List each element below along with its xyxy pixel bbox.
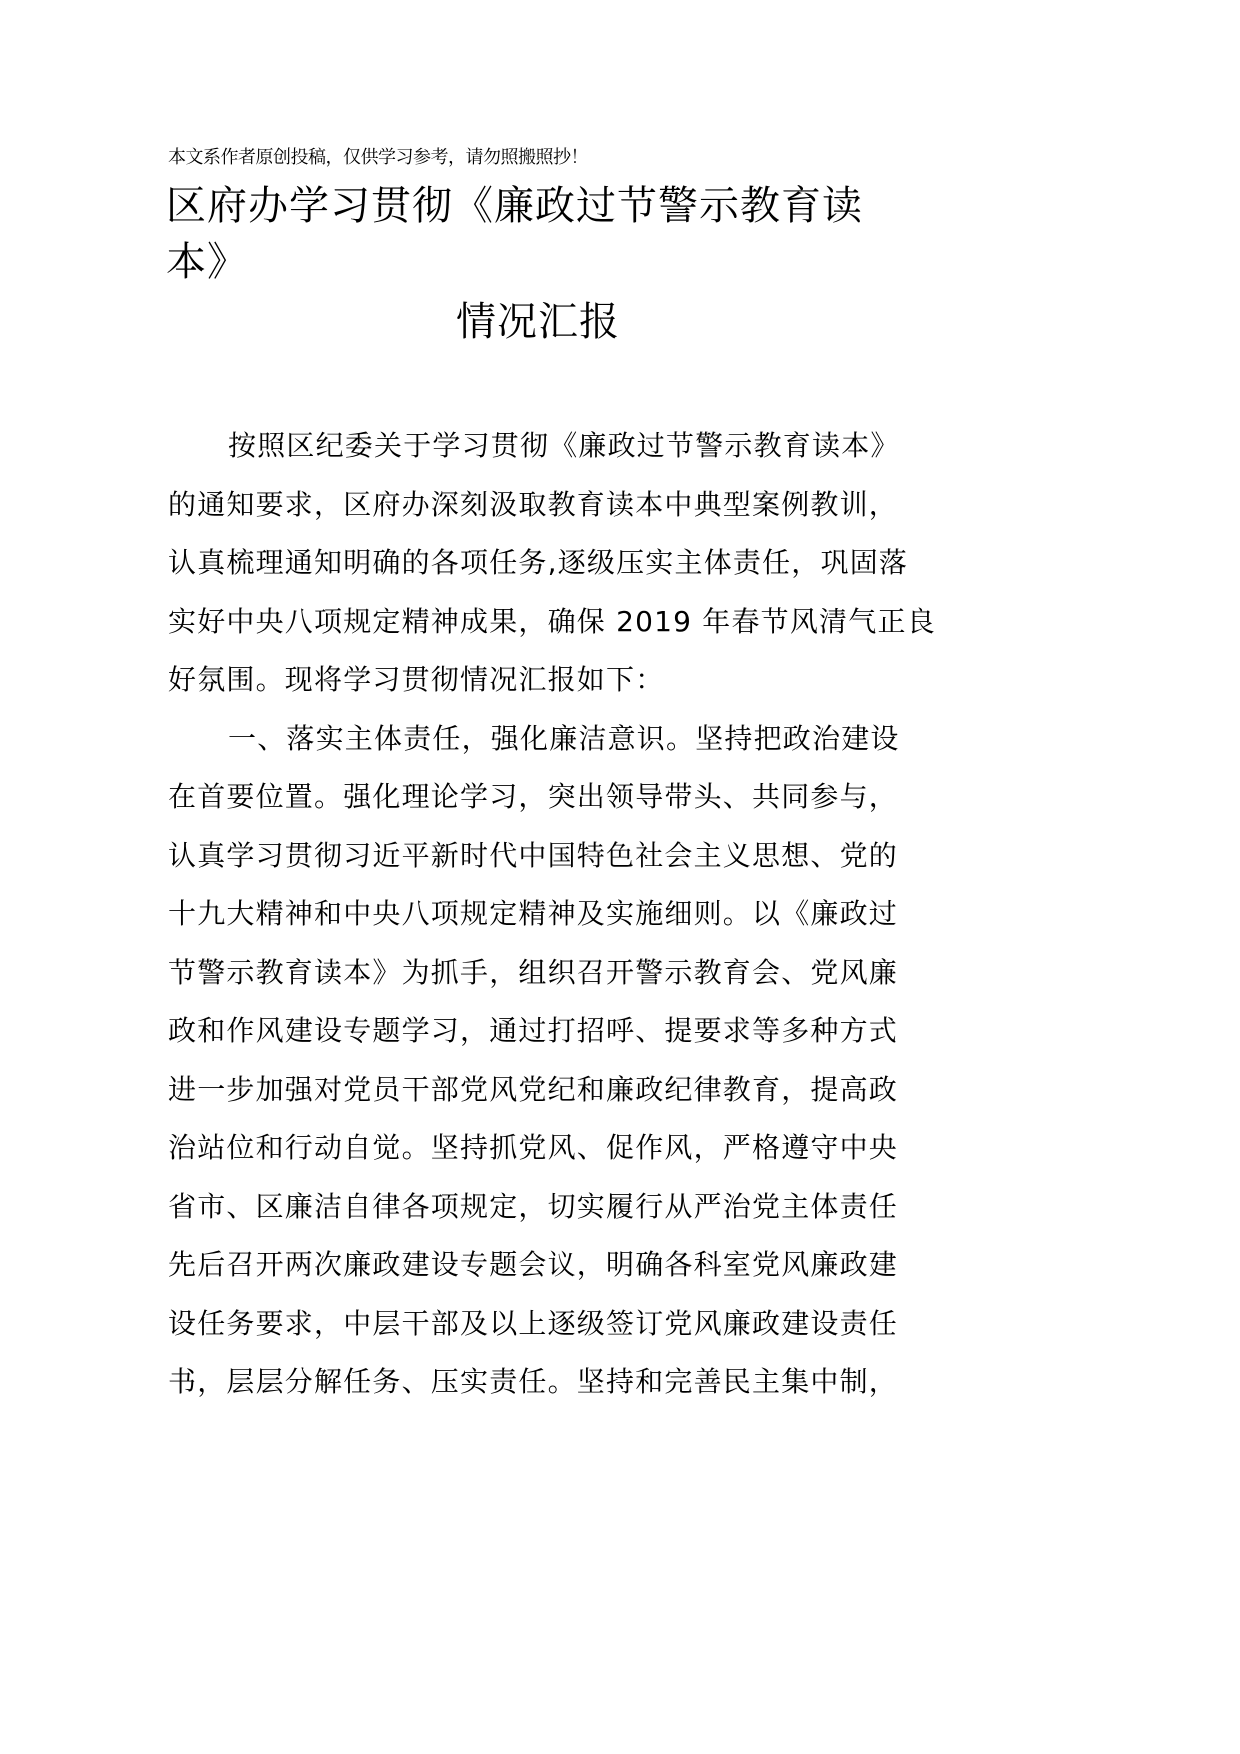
body-line: 书，层层分解任务、压实责任。坚持和完善民主集中制， (168, 1365, 899, 1398)
body-line: 治站位和行动自觉。坚持抓党风、促作风，严格遵守中央 (168, 1131, 899, 1164)
body-line: 进一步加强对党员干部党风党纪和廉政纪律教育，提高政 (168, 1072, 899, 1106)
body-line: 的通知要求，区府办深刻汲取教育读本中典型案例教训， (168, 487, 899, 521)
author-note: 本文系作者原创投稿，仅供学习参考，请勿照搬照抄！ (168, 147, 588, 168)
body-line: 按照区纪委关于学习贯彻《廉政过节警示教育读本》 (228, 429, 900, 462)
body-line: 认真学习贯彻习近平新时代中国特色社会主义思想、党的 (168, 838, 899, 872)
document-subtitle: 情况汇报 (456, 299, 620, 345)
section-heading-line: 一、落实主体责任，强化廉洁意识。坚持把政治建设 (228, 721, 900, 755)
document-title (166, 178, 966, 290)
title-line-1: 区府办学习贯彻《廉政过节警示教育读 (166, 183, 863, 229)
body-line: 节警示教育读本》为抓手，组织召开警示教育会、党风廉 (168, 955, 899, 989)
title-line-2: 本》 (166, 239, 248, 285)
body-line: 政和作风建设专题学习，通过打招呼、提要求等多种方式 (168, 1014, 899, 1047)
body-line: 好氛围。现将学习贯彻情况汇报如下： (168, 663, 665, 696)
body-line: 认真梳理通知明确的各项任务,逐级压实主体责任，巩固落 (168, 546, 909, 579)
document-body (168, 417, 958, 1412)
body-line: 十九大精神和中央八项规定精神及实施细则。以《廉政过 (168, 897, 899, 930)
body-line: 实好中央八项规定精神成果，确保 2019 年春节风清气正良 (168, 604, 936, 638)
body-line: 在首要位置。强化理论学习，突出领导带头、共同参与， (168, 780, 899, 813)
body-line: 设任务要求，中层干部及以上逐级签订党风廉政建设责任 (168, 1306, 899, 1340)
body-line: 省市、区廉洁自律各项规定，切实履行从严治党主体责任 (168, 1189, 899, 1223)
body-line: 先后召开两次廉政建设专题会议，明确各科室党风廉政建 (168, 1248, 899, 1281)
